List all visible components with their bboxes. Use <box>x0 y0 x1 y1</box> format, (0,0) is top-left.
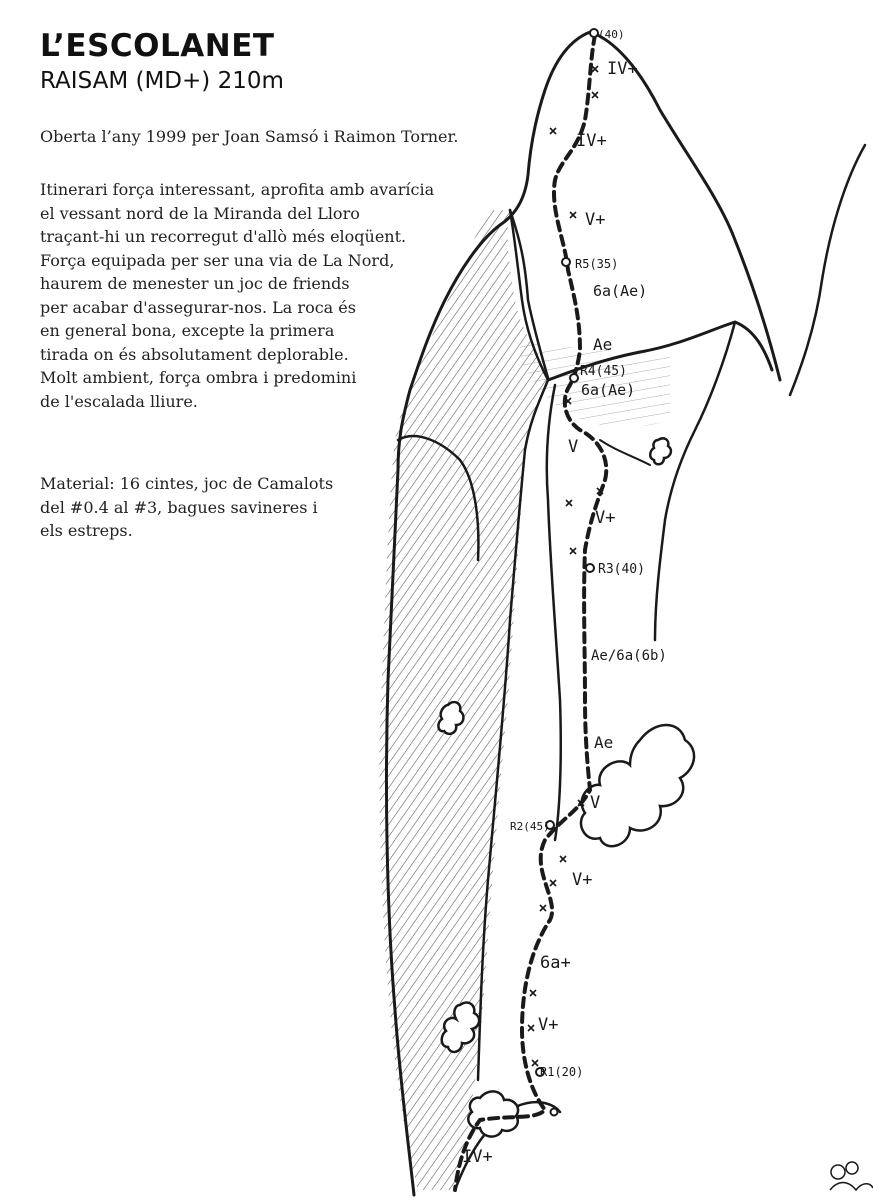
belay-ring-r5 <box>562 258 570 266</box>
label-grade: V+ <box>572 870 593 890</box>
label-grade: 6a(Ae) <box>593 282 648 300</box>
description-line: en general bona, excepte la primera <box>40 321 335 340</box>
label-grade: V+ <box>585 210 606 230</box>
label-belay-r3: R3(40) <box>598 562 645 577</box>
label-grade: Ae <box>594 733 614 752</box>
label-belay-r4: R4(45) <box>580 364 627 379</box>
description-line: haurem de menester un joc de friends <box>40 274 350 293</box>
description-line: el vessant nord de la Miranda del Lloro <box>40 203 360 223</box>
description-line: traçant-hi un recorregut d'allò més eloqüent. <box>40 227 407 246</box>
bolt-mark <box>592 92 598 98</box>
belay-ring-base <box>551 1109 558 1116</box>
bolt-mark <box>540 905 546 911</box>
bush-right-small <box>650 438 671 464</box>
bolt-mark <box>570 212 576 218</box>
label-grade: IV+ <box>462 1147 493 1167</box>
overhang-shadow <box>600 440 650 465</box>
label-belay-r2: R2(45) <box>510 820 550 833</box>
bolt-mark <box>530 990 536 996</box>
material-line: Material: 16 cintes, joc de Camalots <box>40 474 334 493</box>
route-title: L’ESCOLANET <box>40 28 275 64</box>
route-subtitle: RAISAM (MD+) 210m <box>40 68 284 94</box>
bolt-mark <box>570 548 576 554</box>
material-line: del #0.4 al #3, bagues savineres i <box>40 497 318 517</box>
label-grade: 6a(Ae) <box>581 381 636 399</box>
label-top-belay: (40) <box>598 28 625 41</box>
description-line: Itinerari força interessant, aprofita amb avarícia <box>40 180 435 199</box>
intro-line: Oberta l’any 1999 per Joan Samsó i Raimon Torner. <box>40 127 459 146</box>
label-grade: IV+ <box>576 131 607 151</box>
summit-outline-right <box>590 32 780 380</box>
label-grade: V+ <box>595 508 616 528</box>
belay-ring-r4 <box>570 374 578 382</box>
label-grade: IV+ <box>607 59 638 79</box>
bolt-mark <box>592 66 598 72</box>
label-grade: Ae <box>593 335 613 354</box>
bolt-mark <box>532 1060 538 1066</box>
summit-outline-left <box>500 32 590 225</box>
bolt-mark <box>566 500 572 506</box>
label-grade: V <box>590 793 601 813</box>
belay-ring-top <box>590 29 598 37</box>
description-line: tirada on és absolutament deplorable. <box>40 344 349 364</box>
label-grade: V+ <box>538 1015 559 1035</box>
label-grade: V <box>568 437 579 457</box>
bolt-mark <box>560 856 566 862</box>
far-right-ridge <box>790 145 865 395</box>
label-grade: 6a+ <box>540 953 571 973</box>
label-belay-r1: R1(20) <box>540 1065 584 1079</box>
description-line: de l'escalada lliure. <box>40 391 198 411</box>
material-line: els estreps. <box>40 521 133 540</box>
bolt-mark <box>550 128 556 134</box>
belay-ring-r3 <box>586 564 594 572</box>
left-flake <box>547 385 561 840</box>
bolt-mark <box>550 880 556 886</box>
description-line: Força equipada per ser una via de La Nord, <box>40 250 395 270</box>
bolt-mark <box>528 1025 534 1031</box>
label-grade: Ae/6a(6b) <box>591 648 667 664</box>
description-line: Molt ambient, força ombra i predomini <box>40 368 357 387</box>
author-logo <box>830 1162 873 1190</box>
bush-bottom <box>468 1091 518 1136</box>
description-line: per acabar d'assegurar-nos. La roca és <box>40 297 356 317</box>
label-belay-r5: R5(35) <box>575 257 619 271</box>
